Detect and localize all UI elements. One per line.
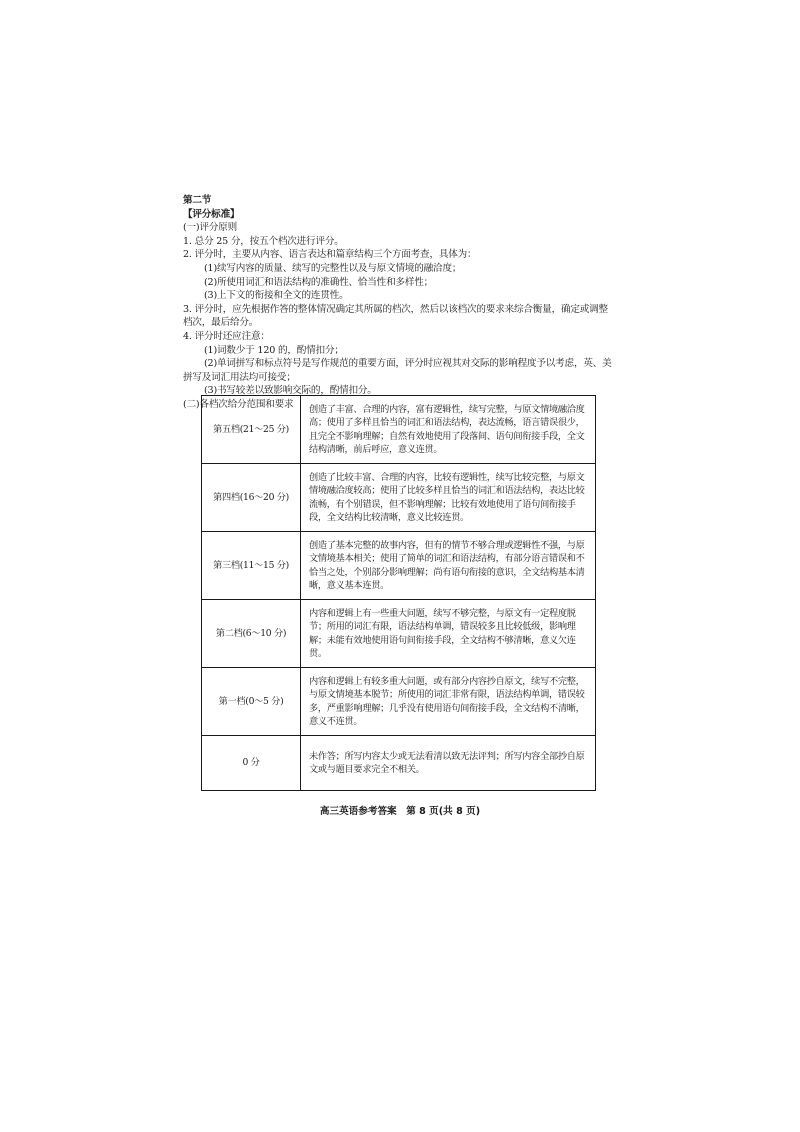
rule-4-item-2: (2)单词拼写和标点符号是写作规范的重要方面，评分时应视其对交际的影响程度予以考虑，英、美拼写及词汇用法均可接受； (183, 358, 612, 383)
grade-row (202, 396, 596, 464)
standard-heading: 【评分标准】 (183, 208, 240, 220)
rule-2-item-2: (2)所使用词汇和语法结构的准确性、恰当性和多样性； (204, 276, 434, 288)
rule-4: 4. 评分时还应注意： (183, 330, 270, 342)
grade-description: 未作答；所写内容太少或无法看清以致无法评判；所写内容全部抄自原文或与题目要求完全不相关。 (301, 736, 596, 791)
grade-description: 内容和逻辑上有较多重大问题，或有部分内容抄自原文，续写不完整，与原文情境基本脱节；所使用的词汇非常有限，语法结构单调，错误较多，严重影响理解；几乎没有使用语句间衔接手段，全文结构不清晰，意义不连贯。 (301, 668, 596, 736)
rule-1: 1. 总分 25 分，按五个档次进行评分。 (183, 235, 344, 247)
grade-level: 第一档(0～5 分) (202, 668, 301, 736)
grade-level: 第五档(21～25 分) (202, 396, 301, 464)
grade-level: 第二档(6～10 分) (202, 600, 301, 668)
rule-2-item-3: (3)上下文的衔接和全文的连贯性。 (204, 290, 349, 302)
grade-row (202, 668, 596, 736)
grade-row (202, 464, 596, 532)
rule-4-item-3: (3)书写较差以致影响交际的，酌情扣分。 (204, 385, 377, 397)
grading-table (201, 395, 596, 791)
rule-2-item-1: (1)续写内容的质量、续写的完整性以及与原文情境的融洽度； (204, 262, 462, 274)
table-heading: (二)各档次给分范围和要求 (183, 398, 294, 410)
principles-heading: (一)评分原则 (183, 222, 238, 234)
scoring-content (183, 194, 613, 412)
grade-description: 创造了比较丰富、合理的内容，比较有逻辑性，续写比较完整，与原文情境融洽度较高；使用了比较多样且恰当的词汇和语法结构，表达比较流畅，有个别错误，但不影响理解；比较有效地使用了语句间衔接手段，全文结构比较清晰，意义比较连贯。 (301, 464, 596, 532)
page-footer: 高三英语参考答案 第 8 页(共 8 页) (319, 806, 481, 817)
grade-description: 创造了基本完整的故事内容，但有的情节不够合理或逻辑性不强，与原文情境基本相关；使用了简单的词汇和语法结构，有部分语言错误和不恰当之处，个别部分影响理解；尚有语句衔接的意识，全文结构基本清晰，意义基本连贯。 (301, 532, 596, 600)
rule-4-item-1: (1)词数少于 120 的，酌情扣分； (204, 344, 344, 356)
section-title: 第二节 (183, 195, 212, 206)
grade-row (202, 736, 596, 791)
grade-row (202, 532, 596, 600)
grade-level: 第三档(11～15 分) (202, 532, 301, 600)
grade-level: 0 分 (202, 736, 301, 791)
rule-2: 2. 评分时，主要从内容、语言表达和篇章结构三个方面考查，具体为： (183, 249, 477, 261)
grade-level: 第四档(16～20 分) (202, 464, 301, 532)
grade-description: 创造了丰富、合理的内容，富有逻辑性，续写完整，与原文情境融洽度高；使用了多样且恰当的词汇和语法结构，表达流畅，语言错误很少，且完全不影响理解；自然有效地使用了段落间、语句间衔接手段，全文结构清晰，前后呼应，意义连贯。 (301, 396, 596, 464)
grade-description: 内容和逻辑上有一些重大问题，续写不够完整，与原文有一定程度脱节；所用的词汇有限，语法结构单调，错误较多且比较低级，影响理解；未能有效地使用语句间衔接手段，全文结构不够清晰，意义欠连贯。 (301, 600, 596, 668)
grade-row (202, 600, 596, 668)
rule-3: 3. 评分时，应先根据作答的整体情况确定其所属的档次，然后以该档次的要求来综合衡量，确定或调整档次，最后给分。 (183, 303, 608, 329)
